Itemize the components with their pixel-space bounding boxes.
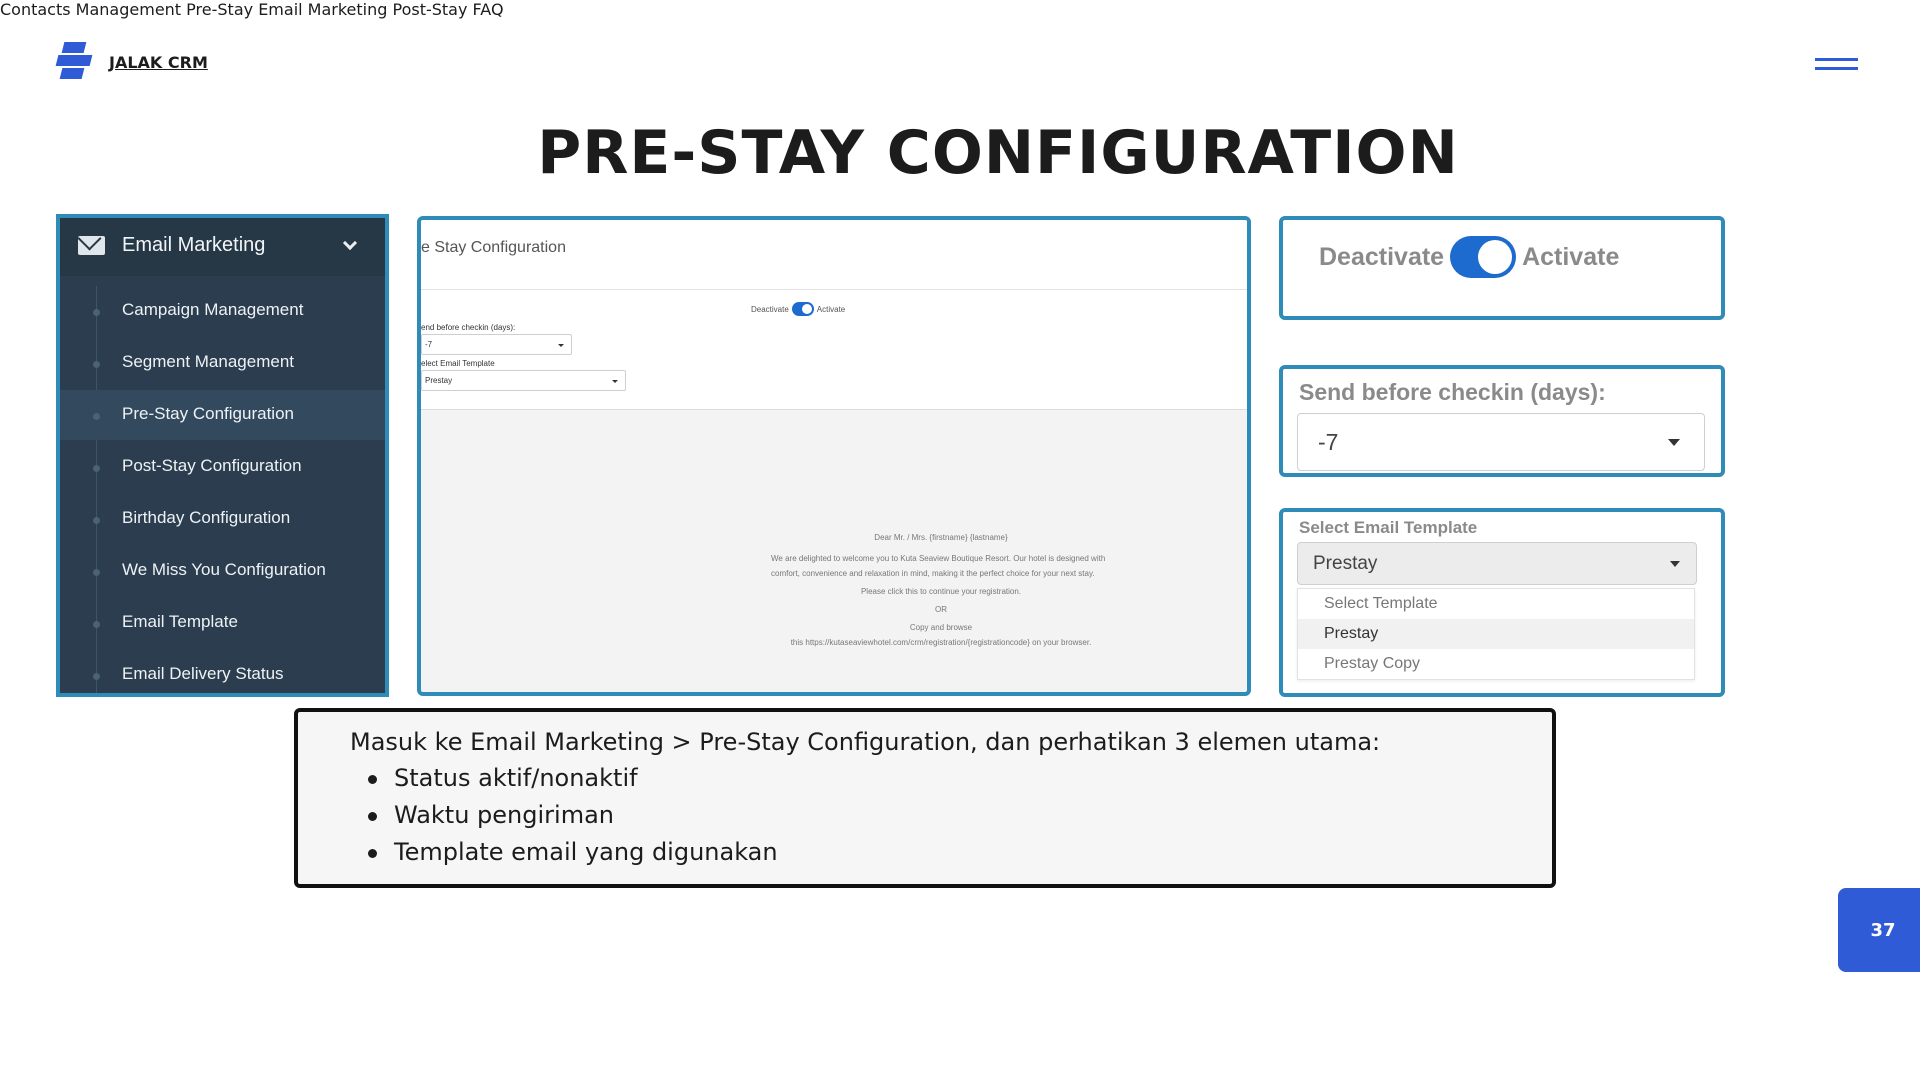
template-option[interactable]: Prestay: [1298, 619, 1694, 649]
status-toggle-row: [751, 302, 845, 316]
bullet-dot-icon: [93, 361, 100, 368]
instruction-point: Status aktif/nonaktif: [350, 764, 778, 801]
template-option[interactable]: Select Template: [1324, 595, 1438, 612]
template-select[interactable]: [421, 370, 626, 391]
page-title: PRE-STAY CONFIGURATION: [537, 118, 1459, 188]
template-select-zoom: [1279, 508, 1725, 697]
sidebar-item-email-template[interactable]: [60, 598, 385, 648]
sidebar-item-email-delivery-status[interactable]: [60, 650, 385, 697]
pre-stay-config-screenshot: [417, 216, 1251, 696]
config-header: [421, 220, 1247, 290]
sidebar-item-we-miss-you-configuration[interactable]: [60, 546, 385, 596]
sidebar-item-post-stay-configuration[interactable]: [60, 442, 385, 492]
config-header-title: e Stay Configuration: [421, 239, 566, 256]
sidebar-item-label: Email Delivery Status: [122, 664, 284, 683]
instruction-box: [294, 708, 1556, 888]
instruction-list: [350, 764, 778, 875]
days-select-zoom: [1279, 365, 1725, 477]
email-preview: [771, 530, 1111, 650]
nav-email-marketing[interactable]: Email Marketing: [258, 0, 388, 19]
activate-label: Activate: [1522, 242, 1620, 271]
sidebar-screenshot: [56, 214, 389, 697]
email-welcome-text: We are delighted to welcome you to Kuta Seaview Boutique Resort. Our hotel is designed with comfort, convenience and relaxation in mind, making it the perfect choice for your next stay.: [771, 554, 1106, 578]
caret-down-icon: [1668, 439, 1680, 446]
days-select[interactable]: [421, 334, 572, 355]
sidebar-item-label: Birthday Configuration: [122, 508, 291, 527]
template-label: elect Email Template: [421, 359, 495, 368]
instruction-intro: Masuk ke Email Marketing > Pre-Stay Configuration, dan perhatikan 3 elemen utama:: [350, 728, 1381, 756]
status-toggle[interactable]: [792, 302, 814, 316]
deactivate-label: Deactivate: [751, 304, 789, 314]
bullet-dot-icon: [93, 465, 100, 472]
days-label: end before checkin (days):: [421, 323, 516, 332]
template-option[interactable]: Prestay Copy: [1324, 655, 1421, 672]
brand-logo[interactable]: [55, 42, 208, 82]
nav-post-stay[interactable]: Post-Stay: [392, 0, 468, 19]
sidebar-item-label: Segment Management: [122, 352, 294, 371]
chevron-down-icon[interactable]: [343, 236, 357, 250]
top-nav: [0, 0, 1920, 19]
template-dropdown-list: [1297, 588, 1695, 680]
template-label: Select Email Template: [1299, 518, 1478, 537]
caret-down-icon: [1670, 561, 1680, 567]
template-select-value: Prestay: [1313, 553, 1378, 574]
sidebar-item-campaign-management[interactable]: [60, 286, 385, 336]
mail-icon: [78, 236, 105, 255]
days-select[interactable]: [1297, 413, 1705, 471]
email-click-text: Please click this to continue your registration.: [860, 587, 1022, 596]
bullet-dot-icon: [93, 621, 100, 628]
page-number: 37: [1838, 888, 1920, 972]
template-select[interactable]: [1297, 542, 1697, 585]
caret-down-icon: [558, 344, 564, 347]
bullet-dot-icon: [93, 309, 100, 316]
email-or-text: OR: [935, 605, 947, 614]
nav-faq[interactable]: FAQ: [472, 0, 504, 19]
nav-pre-stay[interactable]: Pre-Stay: [186, 0, 254, 19]
template-select-value: Prestay: [425, 376, 453, 385]
sidebar-section-title: Email Marketing: [122, 234, 266, 256]
logo-icon: [55, 42, 95, 82]
hamburger-icon[interactable]: [1815, 58, 1858, 74]
days-label: Send before checkin (days):: [1299, 379, 1606, 405]
email-link-text: this https://kutaseaviewhotel.com/crm/registration/{registrationcode} on your browser.: [790, 638, 1092, 647]
email-copy-text: Copy and browse: [909, 623, 973, 632]
sidebar-item-label: Email Template: [122, 612, 238, 631]
nav-contacts-management[interactable]: Contacts Management: [0, 0, 182, 19]
sidebar-item-label: Campaign Management: [122, 300, 304, 319]
caret-down-icon: [612, 380, 618, 383]
bullet-dot-icon: [93, 569, 100, 576]
sidebar-section-email-marketing[interactable]: [60, 218, 385, 276]
days-select-value: -7: [425, 340, 433, 349]
instruction-point: Template email yang digunakan: [350, 838, 778, 875]
days-select-value: -7: [1318, 429, 1339, 455]
sidebar-item-label: Pre-Stay Configuration: [122, 404, 294, 423]
email-greeting: Dear Mr. / Mrs. {firstname} {lastname}: [874, 533, 1008, 542]
deactivate-label: Deactivate: [1319, 242, 1445, 271]
sidebar-item-label: Post-Stay Configuration: [122, 456, 302, 475]
sidebar-item-birthday-configuration[interactable]: [60, 494, 385, 544]
sidebar-item-label: We Miss You Configuration: [122, 560, 326, 579]
activate-label: Activate: [816, 304, 846, 314]
instruction-point: Waktu pengiriman: [350, 801, 778, 838]
bullet-dot-icon: [93, 413, 100, 420]
bullet-dot-icon: [93, 517, 100, 524]
status-toggle[interactable]: [1450, 236, 1516, 278]
status-toggle-row: [1319, 236, 1619, 278]
sidebar-item-segment-management[interactable]: [60, 338, 385, 388]
status-toggle-zoom: [1279, 216, 1725, 320]
sidebar-item-pre-stay-configuration[interactable]: [60, 390, 385, 440]
bullet-dot-icon: [93, 673, 100, 680]
brand-name[interactable]: JALAK CRM: [109, 52, 208, 72]
config-form-area: [421, 220, 1247, 410]
